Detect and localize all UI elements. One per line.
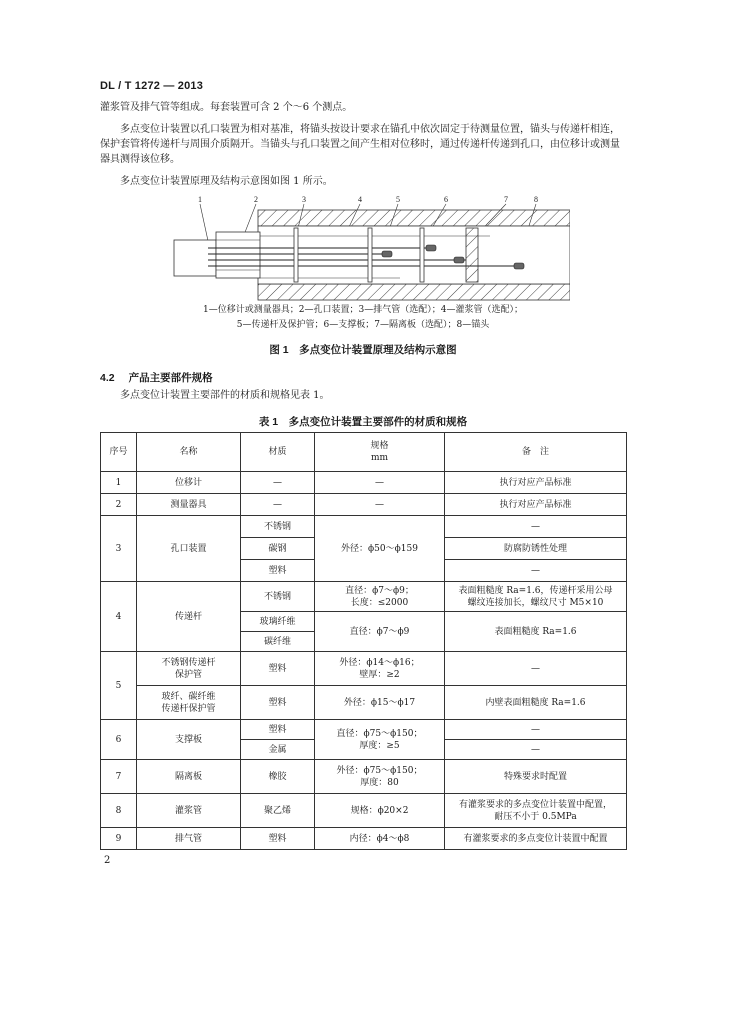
section-number: 4.2	[100, 372, 115, 384]
table-row	[101, 582, 627, 612]
cell-material: 金属	[241, 740, 315, 760]
cell-name: 排气管	[137, 828, 241, 850]
cell-remark-line: 表面粗糙度 Ra=1.6，传递杆采用公母	[458, 585, 613, 596]
cell-remark: 特殊要求时配置	[445, 760, 627, 794]
section-intro: 多点变位计装置主要部件的材质和规格见表 1。	[120, 390, 330, 401]
cell-seq: 9	[101, 828, 137, 850]
header-seq: 序号	[101, 433, 137, 472]
callout-6: 6	[444, 195, 448, 204]
cell-remark	[445, 794, 627, 828]
cell-remark	[445, 582, 627, 612]
cell-spec: 规格：ϕ20×2	[315, 794, 445, 828]
cell-spec	[315, 652, 445, 686]
cell-remark: 执行对应产品标准	[445, 494, 627, 516]
table-row	[101, 760, 627, 794]
cell-material: —	[241, 472, 315, 494]
cell-material: 玻璃纤维	[241, 612, 315, 632]
cell-material: 不锈钢	[241, 516, 315, 538]
callout-8: 8	[534, 195, 538, 204]
table-title: 表 1 多点变位计装置主要部件的材质和规格	[258, 416, 468, 428]
callout-5: 5	[396, 195, 400, 204]
table-row	[101, 494, 627, 516]
section-title: 产品主要部件规格	[128, 372, 213, 384]
cell-material: 碳纤维	[241, 632, 315, 652]
table-row	[101, 516, 627, 538]
cell-seq: 7	[101, 760, 137, 794]
cell-spec-line: 直径：ϕ7～ϕ9；	[345, 585, 414, 596]
figure-legend-line-1: 1—位移计或测量器具；2—孔口装置；3—排气管（选配）；4—灌浆管（选配）；	[203, 305, 523, 315]
header-remark: 备 注	[445, 433, 627, 472]
table-row	[101, 686, 627, 720]
cell-seq: 6	[101, 720, 137, 760]
cell-spec	[315, 582, 445, 612]
cell-material: 橡胶	[241, 760, 315, 794]
cell-spec-line: 壁厚：≥2	[359, 669, 400, 680]
cell-remark-line: 耐压不小于 0.5MPa	[494, 811, 577, 822]
paragraph-figure-ref: 多点变位计装置原理及结构示意图如图 1 所示。	[120, 176, 333, 187]
cell-seq: 2	[101, 494, 137, 516]
callout-3: 3	[302, 195, 306, 204]
cell-spec-line: 直径：ϕ75～ϕ150；	[336, 728, 423, 739]
cell-name: 位移计	[137, 472, 241, 494]
cell-name	[137, 652, 241, 686]
cell-name	[137, 686, 241, 720]
cell-material: 塑料	[241, 686, 315, 720]
cell-seq: 3	[101, 516, 137, 582]
callout-7: 7	[504, 195, 508, 204]
cell-spec: 直径：ϕ7～ϕ9	[315, 612, 445, 652]
table-row	[101, 472, 627, 494]
cell-spec-line: 外径：ϕ14～ϕ16；	[339, 657, 420, 668]
cell-spec-line: 外径：ϕ75～ϕ150；	[336, 765, 423, 776]
page-number: 2	[104, 855, 111, 866]
paragraph-principle: 多点变位计装置以孔口装置为相对基准，将锚头按设计要求在锚孔中依次固定于待测量位置，锚头与传递杆相连，保护套管将传递杆与周围介质隔开。当锚头与孔口装置之间产生相对位移时，通过传递杆传递到孔口，由位移计或测量器具测得该位移。	[100, 124, 620, 165]
header-name: 名称	[137, 433, 241, 472]
cell-name: 传递杆	[137, 582, 241, 652]
cell-remark-line: 有灌浆要求的多点变位计装置中配置，	[458, 799, 612, 810]
cell-spec-line: 厚度：80	[360, 777, 399, 788]
paragraph-intro: 灌浆管及排气管等组成。每套装置可含 2 个～6 个测点。	[100, 102, 353, 113]
structure-diagram-svg	[170, 192, 570, 302]
cell-remark: —	[445, 516, 627, 538]
callout-2: 2	[254, 195, 258, 204]
table-row	[101, 828, 627, 850]
cell-spec: —	[315, 472, 445, 494]
cell-name-line: 玻纤、碳纤维	[161, 691, 216, 702]
cell-spec	[315, 720, 445, 760]
header-spec-label: 规格	[370, 441, 389, 451]
cell-name-line: 传递杆保护管	[161, 703, 216, 714]
cell-remark: 执行对应产品标准	[445, 472, 627, 494]
cell-remark: —	[445, 560, 627, 582]
cell-remark: 表面粗糙度 Ra=1.6	[445, 612, 627, 652]
cell-remark: —	[445, 740, 627, 760]
header-spec	[315, 433, 445, 472]
cell-remark: 有灌浆要求的多点变位计装置中配置	[445, 828, 627, 850]
cell-material: 塑料	[241, 652, 315, 686]
cell-name: 支撑板	[137, 720, 241, 760]
figure-legend-line-2: 5—传递杆及保护管；6—支撑板；7—隔离板（选配）；8—锚头	[236, 320, 490, 330]
cell-material: 不锈钢	[241, 582, 315, 612]
table-row	[101, 652, 627, 686]
cell-seq: 5	[101, 652, 137, 720]
cell-remark: —	[445, 720, 627, 740]
cell-material: 塑料	[241, 560, 315, 582]
cell-seq: 1	[101, 472, 137, 494]
cell-material: 塑料	[241, 828, 315, 850]
table-row	[101, 794, 627, 828]
header-spec-unit: mm	[370, 453, 389, 463]
structure-diagram	[170, 192, 570, 302]
cell-name: 灌浆管	[137, 794, 241, 828]
cell-spec: 内径：ϕ4～ϕ8	[315, 828, 445, 850]
cell-seq: 8	[101, 794, 137, 828]
cell-remark: 内壁表面粗糙度 Ra=1.6	[445, 686, 627, 720]
cell-material: 聚乙烯	[241, 794, 315, 828]
cell-material: 塑料	[241, 720, 315, 740]
cell-seq: 4	[101, 582, 137, 652]
spec-table	[100, 432, 627, 850]
cell-remark: 防腐防锈性处理	[445, 538, 627, 560]
cell-spec: —	[315, 494, 445, 516]
cell-remark-line: 螺纹连接加长，螺纹尺寸 M5×10	[467, 597, 604, 608]
table-row	[101, 720, 627, 740]
cell-name: 隔离板	[137, 760, 241, 794]
cell-spec: 外径：ϕ15～ϕ17	[315, 686, 445, 720]
cell-spec-line: 长度：≤2000	[350, 597, 409, 608]
cell-spec: 外径：ϕ50～ϕ159	[315, 516, 445, 582]
figure-caption: 图 1 多点变位计装置原理及结构示意图	[269, 344, 457, 356]
cell-spec-line: 厚度：≥5	[359, 740, 400, 751]
cell-remark: —	[445, 652, 627, 686]
section-heading	[100, 370, 213, 385]
cell-material: —	[241, 494, 315, 516]
cell-name: 孔口装置	[137, 516, 241, 582]
cell-name-line: 不锈钢传递杆	[161, 657, 216, 668]
cell-name: 测量器具	[137, 494, 241, 516]
table-header-row	[101, 433, 627, 472]
cell-spec	[315, 760, 445, 794]
cell-material: 碳钢	[241, 538, 315, 560]
header-material: 材质	[241, 433, 315, 472]
callout-4: 4	[358, 195, 362, 204]
callout-1: 1	[198, 195, 202, 204]
cell-name-line: 保护管	[174, 669, 202, 680]
standard-code-header: DL / T 1272 — 2013	[100, 80, 204, 92]
